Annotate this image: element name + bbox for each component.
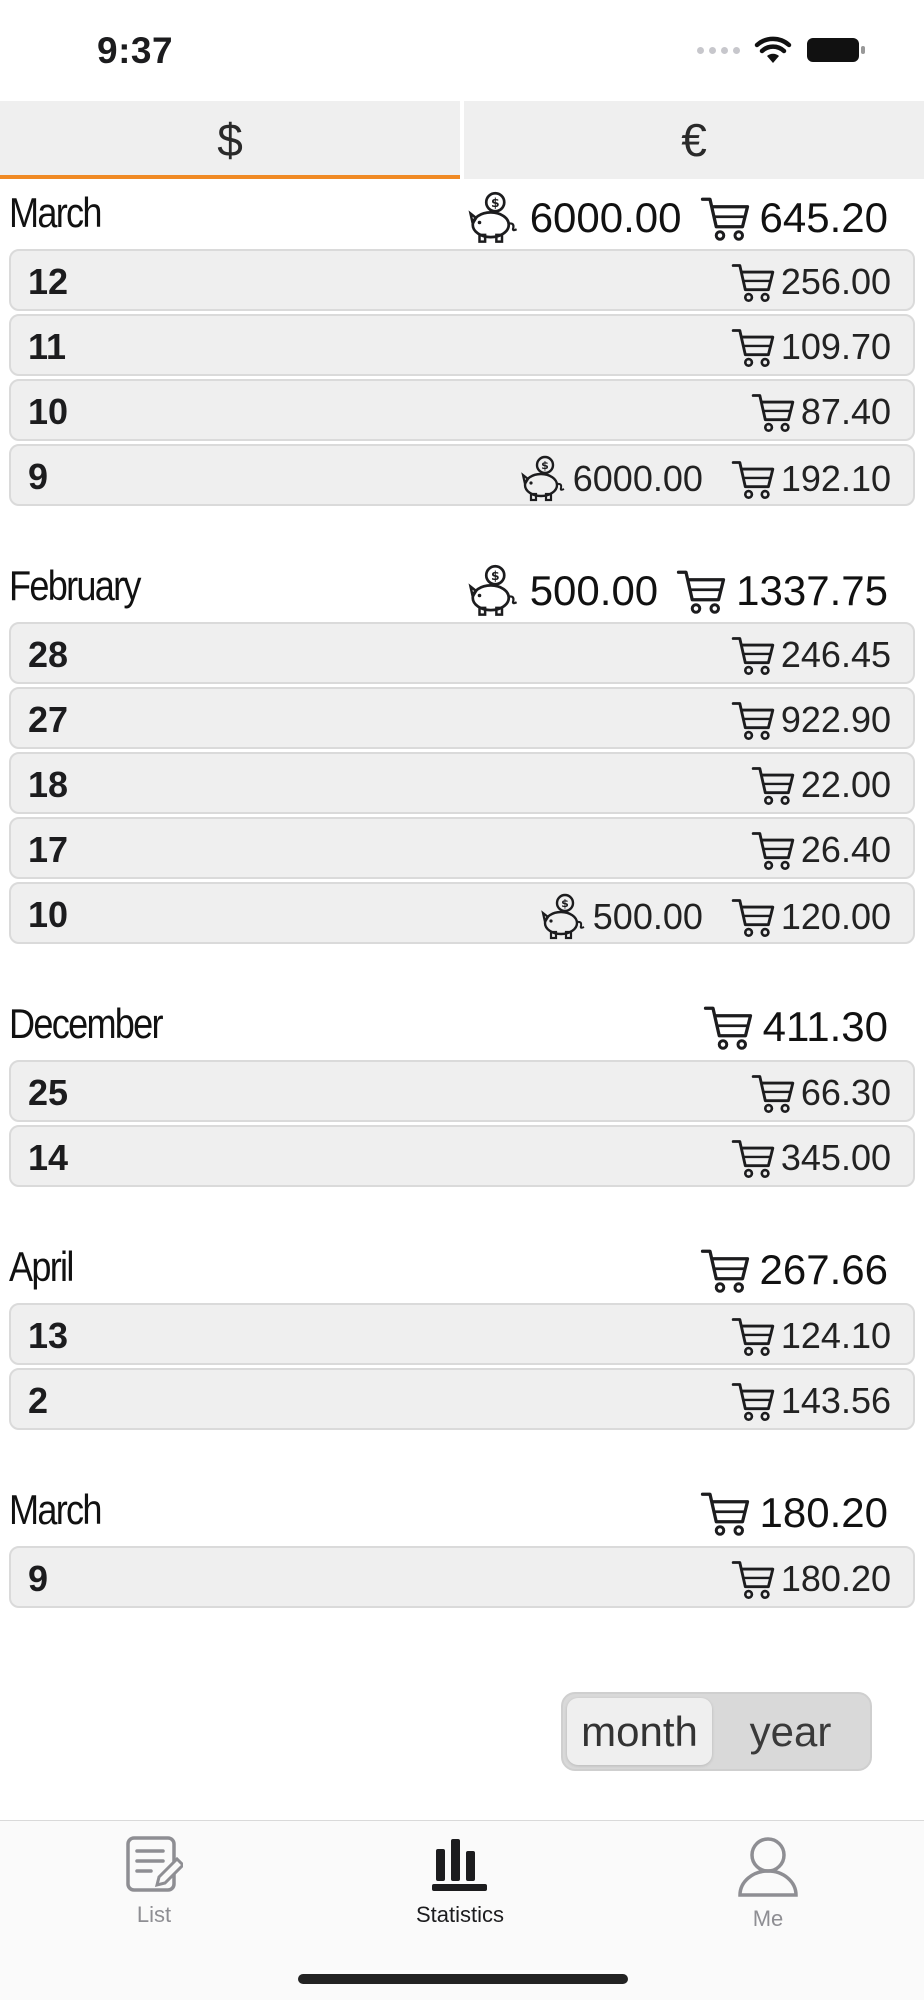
tab-euro[interactable]: € bbox=[464, 101, 924, 179]
day-number: 17 bbox=[28, 829, 69, 870]
day-row[interactable] bbox=[9, 817, 915, 879]
piggy-bank-icon bbox=[519, 455, 567, 503]
tab-dollar[interactable]: $ bbox=[0, 101, 460, 179]
day-number: 18 bbox=[28, 764, 69, 805]
shopping-cart-icon bbox=[731, 1314, 775, 1358]
month-name: February bbox=[9, 562, 140, 609]
month-header[interactable] bbox=[0, 1235, 924, 1303]
wifi-icon bbox=[754, 36, 792, 64]
day-number: 13 bbox=[28, 1315, 69, 1356]
day-number: 9 bbox=[28, 456, 49, 497]
section-spacer bbox=[0, 947, 924, 992]
shopping-cart-icon bbox=[731, 698, 775, 742]
tabbar-label-me: Me bbox=[752, 1906, 784, 1931]
piggy-bank-icon bbox=[539, 893, 587, 941]
day-spent-amount: 143.56 bbox=[780, 1380, 891, 1421]
day-spent-amount: 922.90 bbox=[780, 699, 891, 740]
day-number: 12 bbox=[28, 261, 69, 302]
segment-year[interactable]: year bbox=[749, 1707, 832, 1755]
day-number: 2 bbox=[28, 1380, 49, 1421]
day-spent-amount: 345.00 bbox=[780, 1137, 891, 1178]
month-header[interactable] bbox=[0, 554, 924, 622]
day-spent-amount: 26.40 bbox=[800, 829, 891, 870]
shopping-cart-icon bbox=[751, 390, 795, 434]
month-savings-total: 6000.00 bbox=[529, 194, 682, 241]
day-row[interactable] bbox=[9, 444, 915, 506]
shopping-cart-icon bbox=[731, 1379, 775, 1423]
status-icons bbox=[697, 36, 866, 64]
month-totals bbox=[700, 1488, 888, 1538]
day-number: 27 bbox=[28, 699, 69, 740]
statistics-list bbox=[0, 181, 924, 1611]
day-row[interactable] bbox=[9, 1546, 915, 1608]
shopping-cart-icon bbox=[731, 325, 775, 369]
day-spent-amount: 109.70 bbox=[780, 326, 891, 367]
day-spent-amount: 124.10 bbox=[780, 1315, 891, 1356]
day-row[interactable] bbox=[9, 314, 915, 376]
shopping-cart-icon bbox=[703, 1002, 753, 1052]
person-icon bbox=[737, 1835, 799, 1897]
shopping-cart-icon bbox=[751, 1071, 795, 1115]
day-number: 9 bbox=[28, 1558, 49, 1599]
piggy-bank-icon bbox=[466, 191, 520, 245]
day-amounts bbox=[731, 1136, 891, 1180]
month-totals bbox=[466, 564, 888, 618]
shopping-cart-icon bbox=[731, 1557, 775, 1601]
month-name: December bbox=[9, 1000, 162, 1047]
day-row[interactable] bbox=[9, 882, 915, 944]
month-section bbox=[0, 181, 924, 506]
day-row[interactable] bbox=[9, 622, 915, 684]
month-totals bbox=[703, 1002, 888, 1052]
month-section bbox=[0, 1235, 924, 1430]
day-row[interactable] bbox=[9, 1125, 915, 1187]
shopping-cart-icon bbox=[731, 457, 775, 501]
day-amounts bbox=[751, 390, 891, 434]
cellular-signal-icon bbox=[697, 47, 740, 54]
month-spent-total: 1337.75 bbox=[736, 567, 888, 614]
day-spent-amount: 192.10 bbox=[780, 458, 891, 499]
shopping-cart-icon bbox=[731, 895, 775, 939]
tab-bar bbox=[0, 1820, 924, 2000]
day-row[interactable] bbox=[9, 249, 915, 311]
month-name: March bbox=[9, 189, 101, 236]
period-segmented-control bbox=[561, 1692, 872, 1771]
day-row[interactable] bbox=[9, 752, 915, 814]
day-number: 14 bbox=[28, 1137, 69, 1178]
shopping-cart-icon bbox=[731, 633, 775, 677]
month-header[interactable] bbox=[0, 992, 924, 1060]
month-header[interactable] bbox=[0, 1478, 924, 1546]
section-spacer bbox=[0, 1433, 924, 1478]
svg-text:$: $ bbox=[490, 568, 500, 583]
day-spent-amount: 87.40 bbox=[800, 391, 891, 432]
bar-chart-icon bbox=[431, 1835, 489, 1893]
segment-month[interactable]: month bbox=[567, 1698, 712, 1765]
day-amounts bbox=[539, 893, 891, 941]
tabbar-item-statistics[interactable] bbox=[380, 1835, 540, 1928]
day-number: 11 bbox=[28, 326, 67, 367]
day-amounts bbox=[731, 698, 891, 742]
month-name: March bbox=[9, 1486, 101, 1533]
month-spent-total: 180.20 bbox=[759, 1489, 888, 1536]
month-totals bbox=[466, 191, 888, 245]
month-section bbox=[0, 554, 924, 944]
tabbar-label-statistics: Statistics bbox=[415, 1902, 505, 1927]
day-amounts bbox=[731, 633, 891, 677]
day-number: 10 bbox=[28, 894, 69, 935]
list-edit-icon bbox=[125, 1835, 183, 1893]
day-amounts bbox=[731, 260, 891, 304]
piggy-bank-icon bbox=[466, 564, 520, 618]
day-spent-amount: 66.30 bbox=[800, 1072, 891, 1113]
status-time: 9:37 bbox=[97, 30, 174, 71]
day-row[interactable] bbox=[9, 687, 915, 749]
shopping-cart-icon bbox=[700, 193, 750, 243]
day-amounts bbox=[519, 455, 891, 503]
tabbar-item-list[interactable] bbox=[74, 1835, 234, 1928]
day-savings-amount: 6000.00 bbox=[572, 458, 703, 499]
shopping-cart-icon bbox=[751, 763, 795, 807]
currency-tabs bbox=[0, 101, 924, 179]
day-amounts bbox=[731, 325, 891, 369]
month-savings-total: 500.00 bbox=[529, 567, 659, 614]
day-savings-amount: 500.00 bbox=[592, 896, 703, 937]
month-section bbox=[0, 1478, 924, 1608]
day-row[interactable] bbox=[9, 1060, 915, 1122]
day-amounts bbox=[751, 1071, 891, 1115]
month-section bbox=[0, 992, 924, 1187]
day-number: 10 bbox=[28, 391, 69, 432]
day-number: 25 bbox=[28, 1072, 69, 1113]
shopping-cart-icon bbox=[676, 566, 726, 616]
day-spent-amount: 180.20 bbox=[780, 1558, 891, 1599]
day-row[interactable] bbox=[9, 379, 915, 441]
shopping-cart-icon bbox=[700, 1488, 750, 1538]
day-amounts bbox=[751, 828, 891, 872]
month-totals bbox=[700, 1245, 888, 1295]
month-name: April bbox=[9, 1243, 73, 1290]
day-amounts bbox=[731, 1314, 891, 1358]
month-spent-total: 267.66 bbox=[759, 1246, 888, 1293]
month-spent-total: 411.30 bbox=[762, 1003, 888, 1050]
svg-text:$: $ bbox=[540, 459, 549, 472]
day-amounts bbox=[731, 1557, 891, 1601]
month-spent-total: 645.20 bbox=[759, 194, 888, 241]
day-amounts bbox=[731, 1379, 891, 1423]
svg-text:$: $ bbox=[560, 897, 569, 910]
home-indicator bbox=[298, 1974, 628, 1984]
month-header[interactable] bbox=[0, 181, 924, 249]
section-spacer bbox=[0, 1190, 924, 1235]
day-spent-amount: 246.45 bbox=[780, 634, 891, 675]
tabbar-item-me[interactable] bbox=[688, 1835, 848, 1932]
day-amounts bbox=[751, 763, 891, 807]
svg-text:$: $ bbox=[490, 195, 500, 210]
shopping-cart-icon bbox=[731, 1136, 775, 1180]
day-row[interactable] bbox=[9, 1368, 915, 1430]
section-spacer bbox=[0, 509, 924, 554]
day-spent-amount: 22.00 bbox=[800, 764, 891, 805]
day-spent-amount: 256.00 bbox=[780, 261, 891, 302]
shopping-cart-icon bbox=[700, 1245, 750, 1295]
shopping-cart-icon bbox=[751, 828, 795, 872]
day-number: 28 bbox=[28, 634, 69, 675]
tabbar-label-list: List bbox=[136, 1902, 172, 1927]
day-row[interactable] bbox=[9, 1303, 915, 1365]
day-spent-amount: 120.00 bbox=[780, 896, 891, 937]
status-bar bbox=[0, 0, 924, 100]
shopping-cart-icon bbox=[731, 260, 775, 304]
battery-icon bbox=[806, 36, 866, 64]
